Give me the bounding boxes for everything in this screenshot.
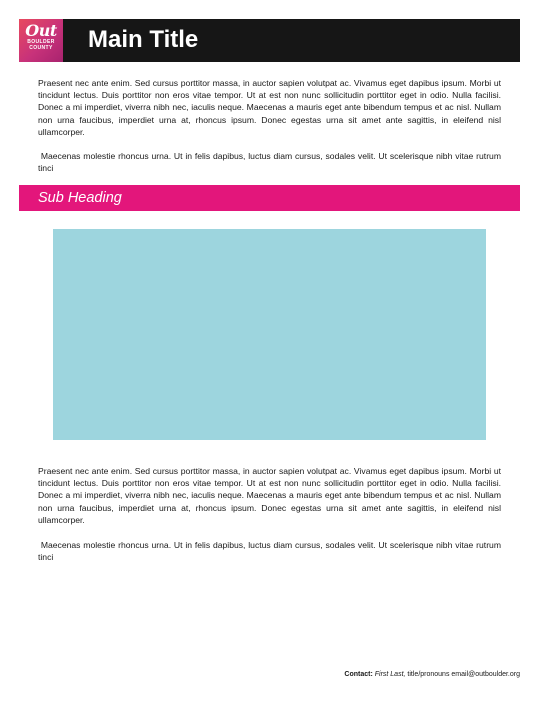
logo-line-1: BOULDER xyxy=(27,39,55,45)
contact-label: Contact: xyxy=(344,671,373,678)
page-title: Main Title xyxy=(88,26,199,53)
body-paragraph-1: Praesent nec ante enim. Sed cursus porttitor massa, in auctor sapien volutpat ac. Vivamus eget dapibus ipsum. Morbi ut tincidunt lectus. Duis porttitor non eros vitae tempor. Ut at est non nunc sollicitudin porttitor eget in odio. Nulla facilisi. Donec a mi imperdiet, viverra nibh nec, iaculis neque. Maecenas a mauris eget ante bibendum tempus et ac nisl. Nullam non urna faucibus, imperdiet urna at, rhoncus ipsum. Donec egestas urna sit amet ante sagittis, in eleifend nisl ullamcorper. xyxy=(38,78,501,137)
body-paragraph-2-text: Maecenas molestie rhoncus urna. Ut in felis dapibus, luctus diam cursus, sodales velit. Ut scelerisque nibh vitae rutrum tinci xyxy=(38,151,501,174)
logo-mark: Out xyxy=(25,21,57,40)
contact-footer xyxy=(344,670,520,680)
contact-pronouns: title/pronouns xyxy=(407,671,450,678)
body-paragraph-2 xyxy=(38,150,501,174)
out-boulder-county-logo xyxy=(19,19,63,62)
contact-name: First Last, xyxy=(374,671,406,678)
body-paragraph-4-text: Maecenas molestie rhoncus urna. Ut in felis dapibus, luctus diam cursus, sodales velit. Ut scelerisque nibh vitae rutrum tinci xyxy=(38,540,501,563)
sub-heading: Sub Heading xyxy=(38,190,122,206)
contact-email[interactable]: email@outboulder.org xyxy=(451,671,520,678)
body-paragraph-3: Praesent nec ante enim. Sed cursus porttitor massa, in auctor sapien volutpat ac. Vivamus eget dapibus ipsum. Morbi ut tincidunt lectus. Duis porttitor non eros vitae tempor. Ut at est non nunc sollicitudin porttitor eget in odio. Nulla facilisi. Donec a mi imperdiet, viverra nibh nec, iaculis neque. Maecenas a mauris eget ante bibendum tempus et ac nisl. Nullam non urna faucibus, imperdiet urna at, rhoncus ipsum. Donec egestas urna sit amet ante sagittis, in eleifend nisl ullamcorper. xyxy=(38,466,501,525)
body-paragraph-4 xyxy=(38,539,501,563)
logo-line-2: COUNTY xyxy=(29,45,53,51)
image-placeholder xyxy=(53,229,486,440)
